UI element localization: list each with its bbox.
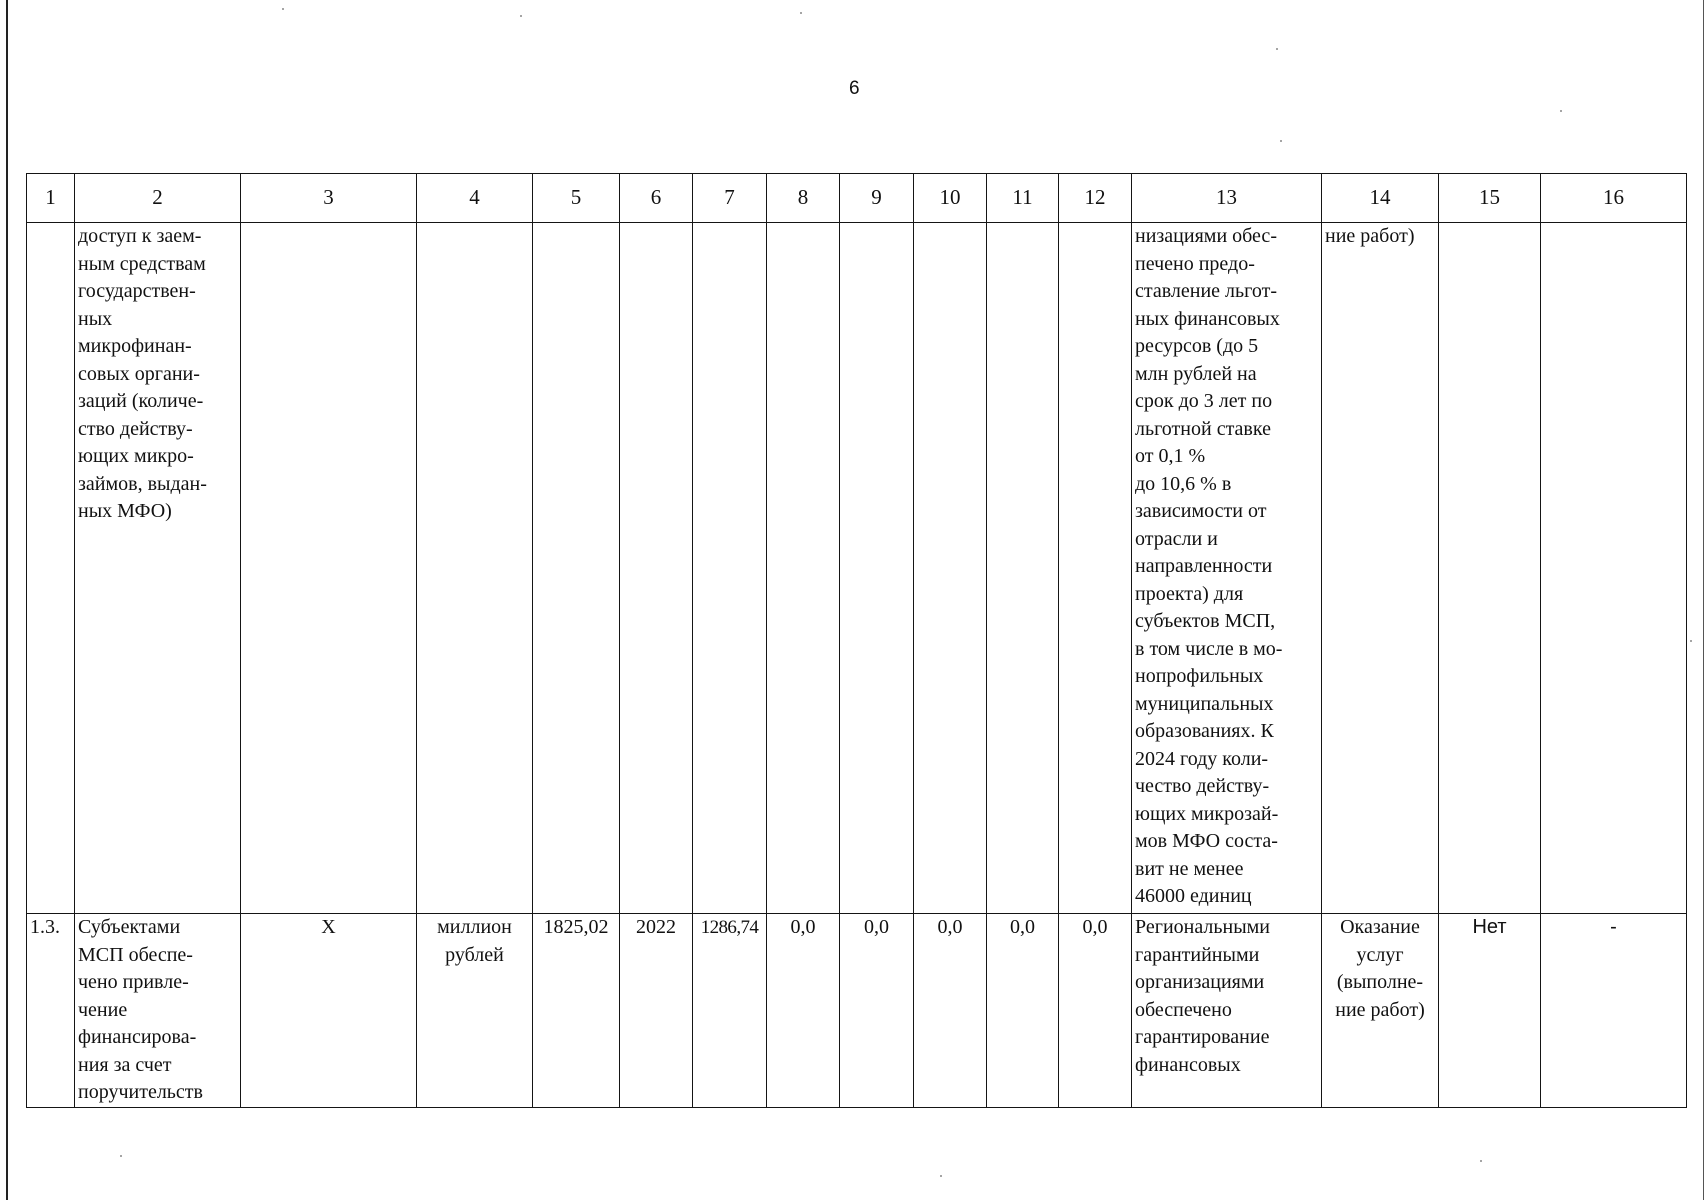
page-edge-left	[6, 0, 8, 1200]
header-cell: 16	[1541, 174, 1687, 223]
text-line: субъектов МСП,	[1135, 610, 1276, 632]
text-line: рублей	[445, 943, 504, 966]
text-line: 46000 единиц	[1135, 885, 1252, 907]
text-line: вит не менее	[1135, 857, 1244, 880]
text-line: низациями обес-	[1135, 225, 1277, 247]
scan-speck	[520, 15, 522, 17]
scan-speck	[120, 1155, 122, 1157]
header-cell: 2	[75, 174, 241, 223]
header-cell: 15	[1439, 174, 1541, 223]
cell-empty	[693, 223, 767, 914]
text-line: зависимости от	[1135, 500, 1267, 522]
text-line: государствен-	[78, 280, 196, 302]
header-cell: 5	[533, 174, 620, 223]
text-line: до 10,6 % в	[1135, 472, 1232, 495]
text-line: льготной ставке	[1135, 417, 1271, 440]
header-cell: 3	[241, 174, 417, 223]
text-line: ство действу-	[78, 417, 193, 440]
cell-empty	[1439, 223, 1541, 914]
cell-empty	[1059, 223, 1132, 914]
cell-value: 0,0	[914, 914, 987, 1108]
text-line: совых органи-	[78, 362, 200, 385]
header-row	[27, 174, 1687, 223]
cell-value-2022: 1286,74	[693, 914, 767, 1108]
cell-empty	[987, 223, 1059, 914]
text-line: Субъектами	[78, 916, 181, 938]
header-cell: 4	[417, 174, 533, 223]
text-line: ющих микрозай-	[1135, 802, 1279, 825]
cell-empty	[1541, 223, 1687, 914]
cell-empty	[840, 223, 914, 914]
text-line: МСП обеспе-	[78, 943, 193, 966]
text-line: ным средствам	[78, 252, 206, 275]
scan-speck	[282, 8, 284, 10]
scan-speck	[1560, 110, 1562, 112]
cell-unit	[417, 914, 533, 1108]
text-line: (выполне-	[1336, 971, 1424, 993]
scan-speck	[1276, 48, 1278, 50]
cell-num: 1.3.	[27, 914, 75, 1108]
text-line: Оказание	[1340, 916, 1420, 938]
cell-num	[27, 223, 75, 914]
text-line: ресурсов (до 5	[1135, 335, 1259, 357]
text-line: ных МФО)	[78, 500, 172, 522]
cell-value: 0,0	[767, 914, 840, 1108]
cell-empty	[417, 223, 533, 914]
text-line: ных финансовых	[1135, 307, 1280, 330]
text-line: заций (количе-	[78, 390, 204, 412]
text-line: образованиях. К	[1135, 720, 1274, 742]
text-line: финансирова-	[78, 1026, 197, 1048]
text-line: поручительств	[78, 1081, 203, 1103]
text-line: ных	[78, 307, 113, 330]
text-line: доступ к заем-	[78, 225, 202, 247]
header-cell: 11	[987, 174, 1059, 223]
scan-speck	[1280, 140, 1282, 142]
header-cell: 7	[693, 174, 767, 223]
scan-speck	[940, 1175, 942, 1177]
cell-note: -	[1541, 914, 1687, 1108]
text-line: ющих микро-	[78, 445, 194, 467]
cell-level: Х	[241, 914, 417, 1108]
text-line: срок до 3 лет по	[1135, 390, 1273, 412]
scan-speck	[800, 12, 802, 14]
cell-base-year: 2022	[620, 914, 693, 1108]
table-row-continued	[27, 223, 1687, 914]
scan-speck	[1480, 1160, 1482, 1162]
page-number: 6	[849, 78, 860, 99]
header-cell: 14	[1322, 174, 1439, 223]
cell-result-text	[1132, 223, 1322, 914]
header-cell: 13	[1132, 174, 1322, 223]
text-line: займов, выдан-	[78, 472, 207, 495]
cell-type-text	[1322, 223, 1439, 914]
text-line: ние работ)	[1325, 225, 1415, 247]
cell-indicator-text	[75, 914, 241, 1108]
text-line: печено предо-	[1135, 252, 1255, 275]
cell-value: 0,0	[987, 914, 1059, 1108]
header-cell: 9	[840, 174, 914, 223]
text-line: млн рублей на	[1135, 362, 1257, 385]
cell-empty	[914, 223, 987, 914]
header-cell: 8	[767, 174, 840, 223]
cell-value: 0,0	[840, 914, 914, 1108]
header-cell: 12	[1059, 174, 1132, 223]
text-line: ния за счет	[78, 1053, 172, 1076]
text-line: микрофинан-	[78, 335, 192, 357]
header-cell: 6	[620, 174, 693, 223]
cell-base-value: 1825,02	[533, 914, 620, 1108]
scan-speck	[1690, 640, 1692, 642]
text-line: направленности	[1135, 555, 1273, 577]
text-line: ставление льгот-	[1135, 280, 1278, 302]
header-cell: 10	[914, 174, 987, 223]
text-line: чено привле-	[78, 971, 189, 993]
text-line: чение	[78, 998, 128, 1021]
cell-type-text	[1322, 914, 1439, 1108]
header-cell: 1	[27, 174, 75, 223]
text-line: миллион	[437, 916, 512, 938]
cell-empty	[241, 223, 417, 914]
text-line: организациями	[1135, 971, 1265, 993]
text-line: обеспечено	[1135, 998, 1232, 1021]
cell-value: 0,0	[1059, 914, 1132, 1108]
cell-empty	[533, 223, 620, 914]
text-line: ние работ)	[1335, 998, 1425, 1021]
cell-indicator-text	[75, 223, 241, 914]
text-line: мов МФО соста-	[1135, 830, 1278, 852]
text-line: нопрофильных	[1135, 665, 1264, 687]
text-line: отрасли и	[1135, 527, 1218, 550]
page-edge-right	[1703, 0, 1704, 1200]
text-line: в том числе в мо-	[1135, 637, 1283, 660]
cell-empty	[620, 223, 693, 914]
text-line: проекта) для	[1135, 582, 1244, 605]
table-row-1-3	[27, 914, 1687, 1108]
indicator-table	[26, 173, 1687, 1108]
text-line: услуг	[1356, 943, 1404, 966]
text-line: гарантийными	[1135, 943, 1260, 966]
text-line: Региональными	[1135, 916, 1270, 938]
cell-result-text	[1132, 914, 1322, 1108]
text-line: финансовых	[1135, 1053, 1241, 1076]
cell-flag: Нет	[1439, 914, 1541, 1108]
cell-empty	[767, 223, 840, 914]
text-line: муниципальных	[1135, 692, 1274, 715]
text-line: чество действу-	[1135, 775, 1270, 797]
text-line: 2024 году коли-	[1135, 747, 1269, 770]
text-line: от 0,1 %	[1135, 445, 1206, 467]
text-line: гарантирование	[1135, 1026, 1270, 1048]
